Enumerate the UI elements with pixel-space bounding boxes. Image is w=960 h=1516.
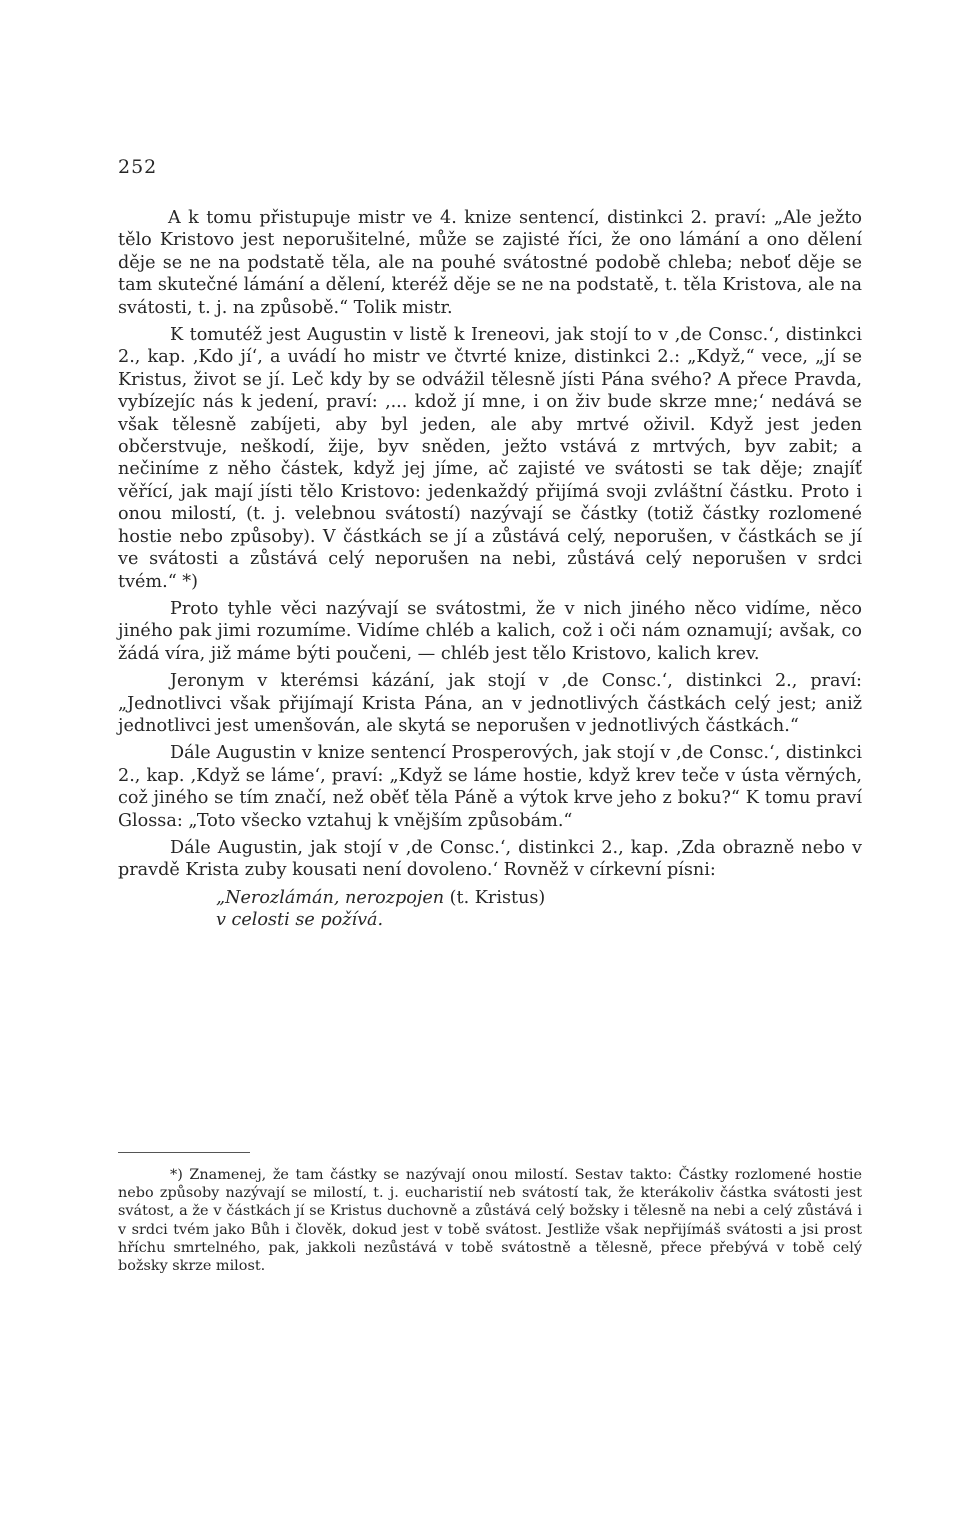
verse-italic: v celosti se požívá. xyxy=(216,910,384,931)
footnote-text: *) Znamenej, že tam částky se nazývají onou milostí. Sestav takto: Částky rozlomené hostie nebo způsoby nazývají se milostí, t. j. eucharistií neb svátostí tak, že kterákoliv částka svátosti jest svátost, a že v částkách jí se Kristus duchovně a zůstává celý božsky i tělesně na nebi a celý zůstává i v srdci tvém jako Bůh i člověk, dokud jest v tobě svátost. Jestliže však nepřijímáš svátosti a jsi prost hříchu smrtelného, pak, jakkoli nezůstává v tobě svátostně a tělesně, přece přebývá v tobě celý božsky skrze milost. xyxy=(118,1167,862,1275)
paragraph: Proto tyhle věci nazývají se svátostmi, že v nich jiného něco vidíme, něco jiného pak jimi rozumíme. Vidíme chléb a kalich, což i oči nám oznamují; avšak, co žádá víra, již máme býti poučeni, — chléb jest tělo Kristovo, kalich krev. xyxy=(118,598,862,664)
verse-line xyxy=(216,887,862,909)
footnote xyxy=(118,1166,862,1275)
verse-italic: „Nerozlámán, nerozpojen xyxy=(216,887,445,908)
main-text xyxy=(118,207,862,932)
paragraph: Jeronym v kterémsi kázání, jak stojí v ‚de Consc.‘, distinkci 2., praví: „Jednotlivci však přijímají Krista Pána, an v jednotlivých částkách celý jest; aniž jednotlivci jest umenšován, ale skytá se neporušen v jednotlivých částkách.“ xyxy=(118,671,862,736)
verse-note: (t. Kristus) xyxy=(444,887,546,908)
footnote-divider xyxy=(118,1152,250,1153)
paragraph: K tomutéž jest Augustin v listě k Ireneovi, jak stojí to v ‚de Consc.‘, distinkci 2., kap. ‚Kdo jí‘, a uvádí ho mistr ve čtvrté knize, distinkci 2.: „Když,“ vece, „jí se Kristus, život se jí. Leč kdy by se odvážil tělesně jísti Pána svého? A přece Pravda, vybízejíc nás k jedení, praví: ‚... kdož jí mne, i on živ bude skrze mne;‘ nedává se však tělesně zabíjeti, aby byl jeden, ale aby mrtvé oživil. Když jest jeden občerstvuje, neškodí, žije, byv sněden, ježto vstává z mrtvých, byv zabit; a nečiníme z něho částek, když jej jíme, ač zajisté ve svátosti se tak děje; znajíť věřící, jak mají jísti tělo Kristovo: jedenkaždý přijímá svoji zvláštní částku. Proto i onou milostí, (t. j. velebnou svátostí) nazývají se částky (totiž částky rozlomené hostie nebo způsoby). V částkách se jí a zůstává celý, neporušen, v částkách se jí ve svátosti a zůstává celý neporušen na nebi, zůstává celý neporušen v srdci tvém.“ *) xyxy=(118,325,862,592)
paragraph: A k tomu přistupuje mistr ve 4. knize sentencí, distinkci 2. praví: „Ale ježto tělo Kristovo jest neporušitelné, může se zajisté říci, že ono lámání a ono dělení děje se ne na podstatě těla, ale na pouhé svátostné podobě chleba; neboť děje se tam skutečné lámání a dělení, kteréž děje se ne na podstatě, t. těla Kristova, ale na svátosti, t. j. na způsobě.“ Tolik mistr. xyxy=(118,208,862,318)
paragraph: Dále Augustin v knize sentencí Prosperových, jak stojí v ‚de Consc.‘, distinkci 2., kap. ‚Když se láme‘, praví: „Když se láme hostie, když krev teče v ústa věrných, což jiného se tím značí, než oběť těla Páně a výtok krve jeho z boku?“ K tomu praví Glossa: „Toto všecko vztahuj k vnějším způsobám.“ xyxy=(118,743,862,831)
verse-line xyxy=(216,909,862,931)
paragraph: Dále Augustin, jak stojí v ‚de Consc.‘, distinkci 2., kap. ‚Zda obrazně nebo v pravdě Krista zuby kousati není dovoleno.‘ Rovněž v církevní písni: xyxy=(118,837,862,881)
hymn-quote xyxy=(216,887,862,932)
page-number: 252 xyxy=(118,156,158,178)
